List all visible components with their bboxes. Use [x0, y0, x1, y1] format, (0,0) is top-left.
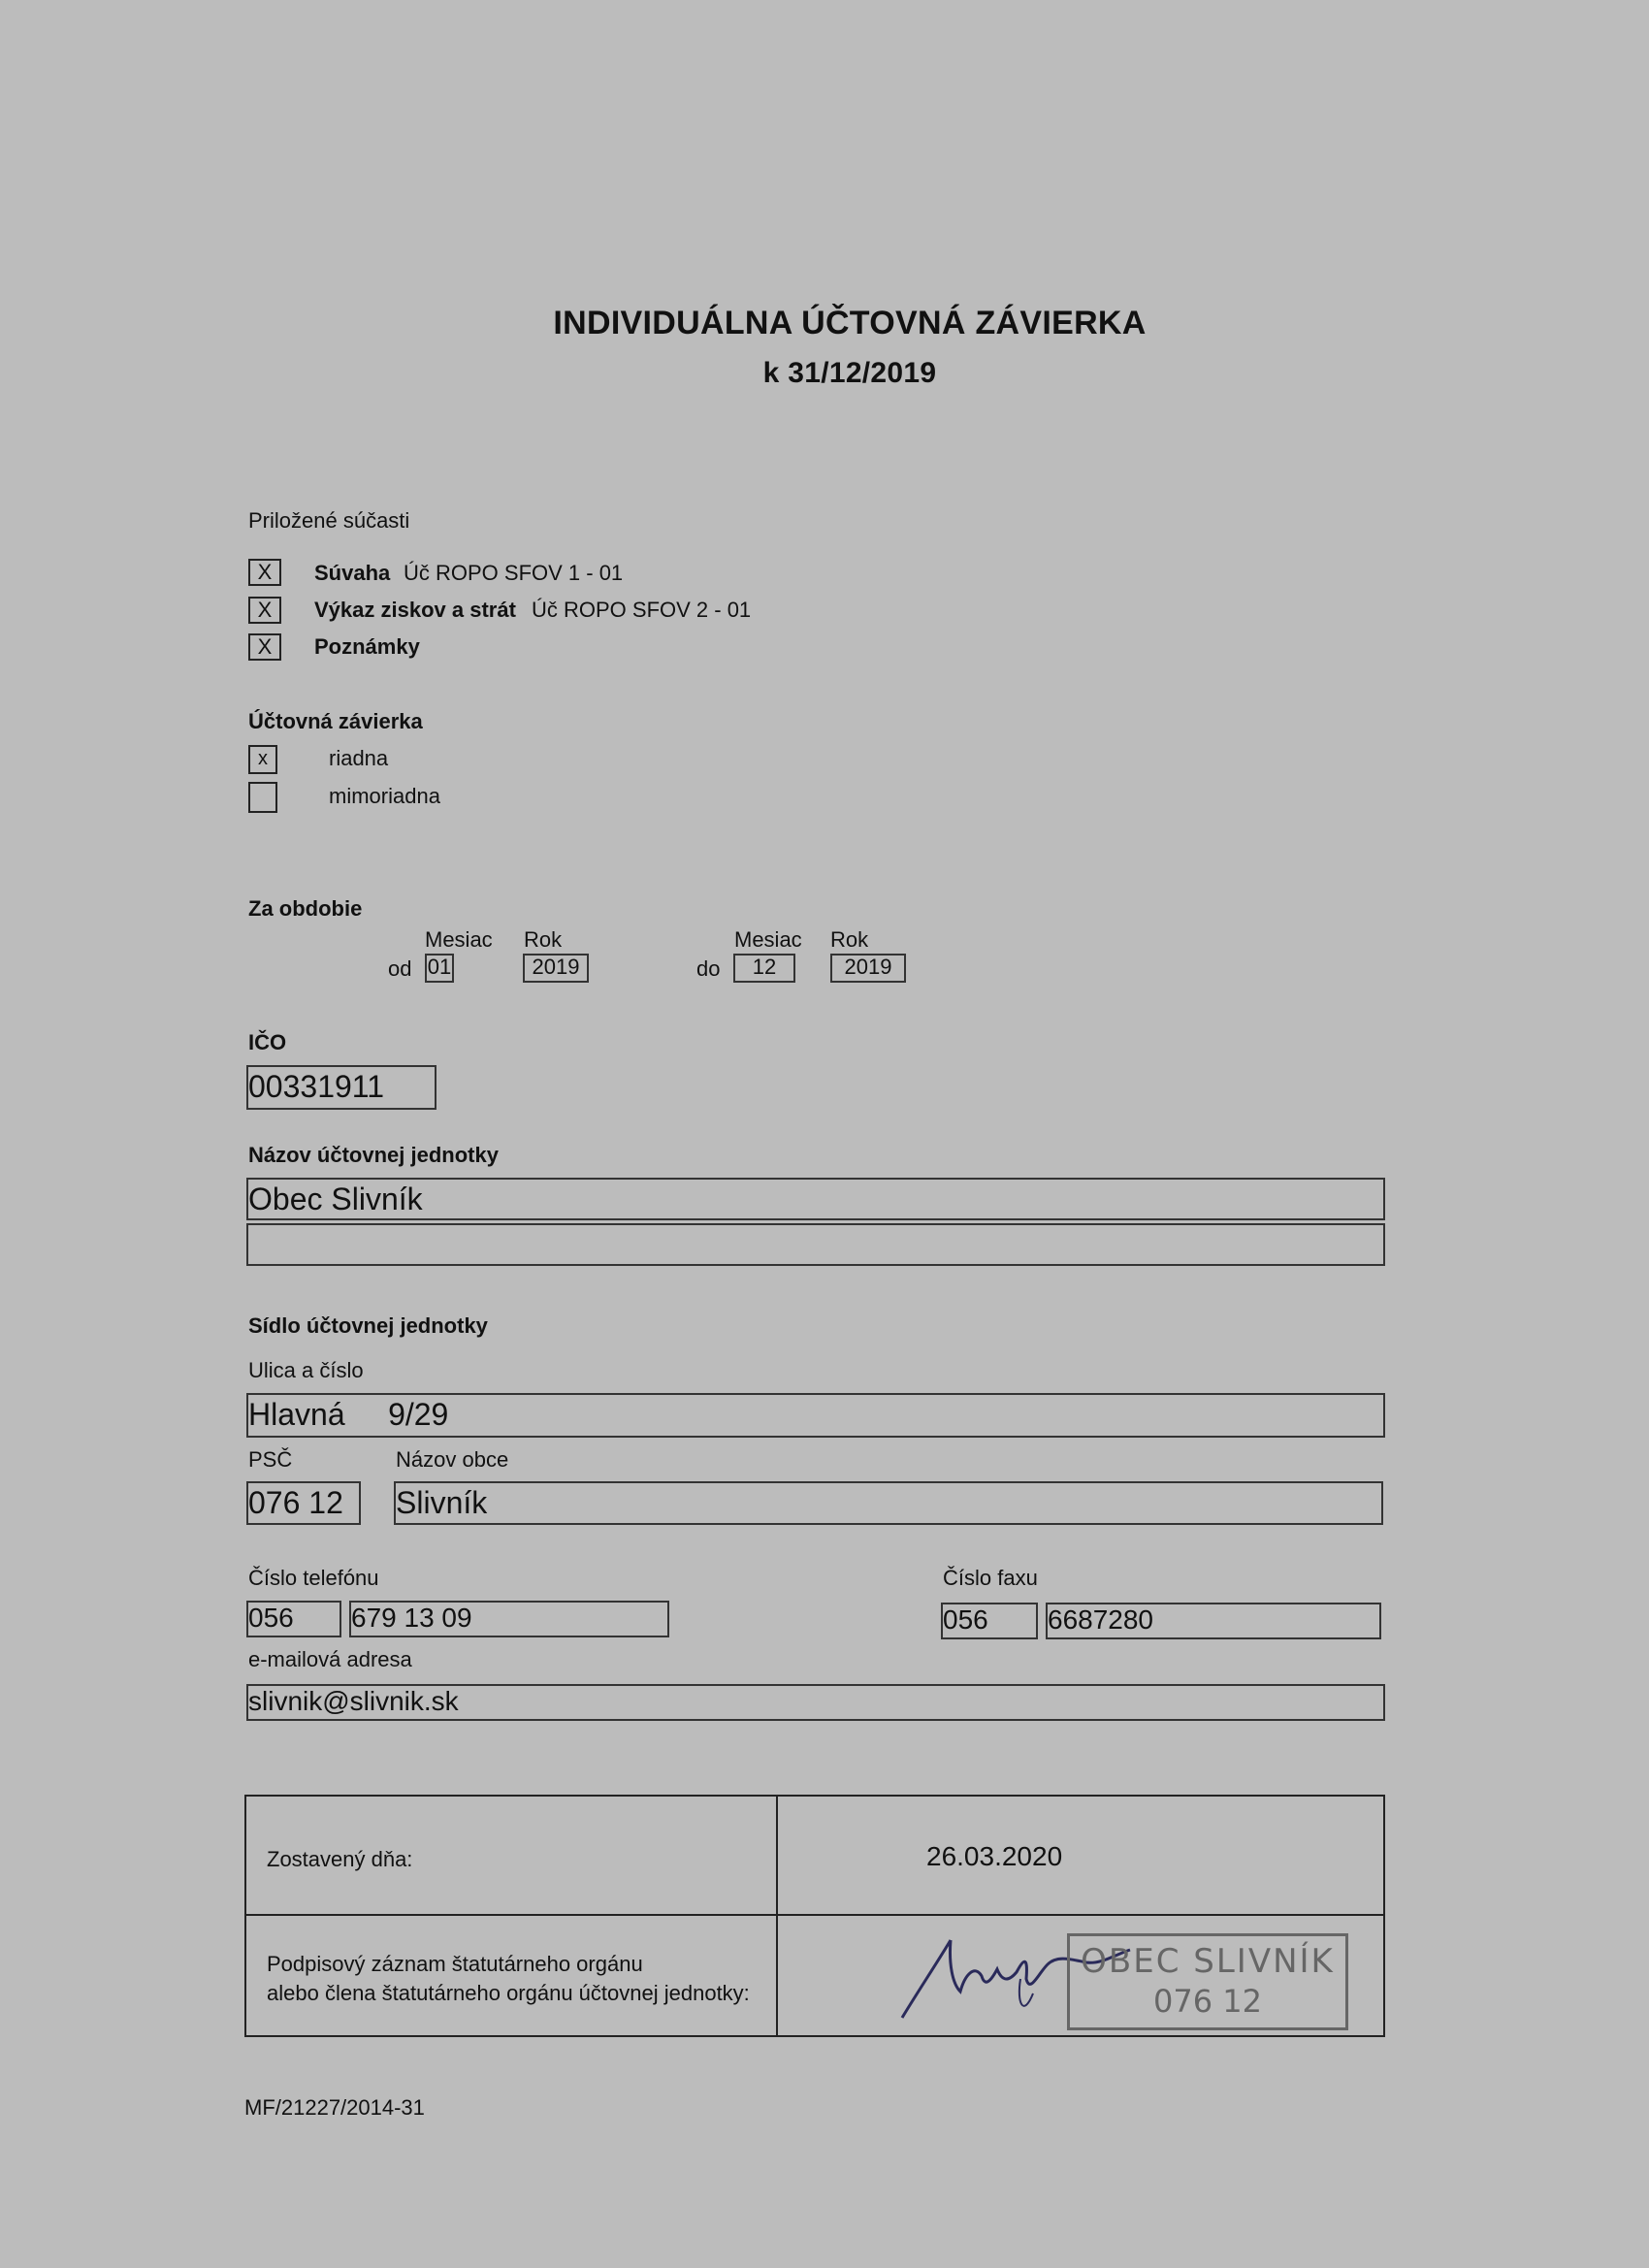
approval-table-divider — [776, 1795, 778, 2037]
street-field[interactable]: Hlavná 9/29 — [246, 1393, 1385, 1438]
period-from-year-field[interactable]: 2019 — [523, 954, 589, 983]
closing-type-checkbox-regular[interactable]: x — [248, 745, 277, 774]
period-to-year-field[interactable]: 2019 — [830, 954, 906, 983]
address-heading: Sídlo účtovnej jednotky — [248, 1313, 488, 1338]
city-field[interactable]: Slivník — [394, 1481, 1383, 1525]
official-stamp — [1067, 1933, 1348, 2030]
attachment-checkbox-vykaz[interactable]: X — [248, 597, 281, 624]
closing-type-label-regular: riadna — [329, 746, 389, 770]
phone-number-field[interactable]: 679 13 09 — [349, 1601, 669, 1637]
fax-label: Číslo faxu — [943, 1566, 1038, 1590]
period-from-label: od — [388, 956, 412, 981]
fax-prefix-field[interactable]: 056 — [941, 1603, 1038, 1639]
period-to-month-label: Mesiac — [734, 927, 802, 952]
attachment-code-suvaha: Úč ROPO SFOV 1 - 01 — [404, 561, 624, 585]
entity-name-field-line1[interactable]: Obec Slivník — [246, 1178, 1385, 1220]
entity-name-label: Názov účtovnej jednotky — [248, 1143, 499, 1167]
attachment-checkbox-suvaha[interactable]: X — [248, 559, 281, 586]
entity-name-field-line2[interactable] — [246, 1223, 1385, 1266]
closing-type-checkbox-extraordinary[interactable] — [248, 782, 277, 813]
compiled-date-value[interactable]: 26.03.2020 — [926, 1841, 1063, 1871]
stamp-line2: 076 12 — [1153, 1983, 1262, 2020]
attachments-heading: Priložené súčasti — [248, 508, 410, 533]
period-to-year-label: Rok — [830, 927, 869, 952]
stamp-line1: OBEC SLIVNÍK — [1081, 1942, 1335, 1981]
period-heading: Za obdobie — [248, 896, 363, 921]
document-title: INDIVIDUÁLNA ÚČTOVNÁ ZÁVIERKA — [553, 305, 1147, 341]
signature-label-line2: alebo člena štatutárneho orgánu účtovnej jednotky: — [267, 1981, 750, 2005]
period-from-year-label: Rok — [524, 927, 563, 952]
period-to-label: do — [696, 956, 721, 981]
period-to-month-field[interactable]: 12 — [733, 954, 795, 983]
phone-prefix-field[interactable]: 056 — [246, 1601, 341, 1637]
signature-label-line1: Podpisový záznam štatutárneho orgánu — [267, 1952, 643, 1976]
attachment-name-vykaz: Výkaz ziskov a strát — [314, 598, 516, 622]
ico-field[interactable]: 00331911 — [246, 1065, 436, 1110]
form-code: MF/21227/2014-31 — [244, 2095, 425, 2120]
closing-type-heading: Účtovná závierka — [248, 709, 423, 733]
compiled-date-label: Zostavený dňa: — [267, 1847, 413, 1871]
email-label: e-mailová adresa — [248, 1647, 412, 1671]
email-field[interactable]: slivnik@slivnik.sk — [246, 1684, 1385, 1721]
period-from-month-field[interactable]: 01 — [425, 954, 454, 983]
street-label: Ulica a číslo — [248, 1358, 364, 1382]
fax-number-field[interactable]: 6687280 — [1046, 1603, 1381, 1639]
closing-type-label-extraordinary: mimoriadna — [329, 784, 440, 808]
attachment-name-suvaha: Súvaha — [314, 561, 391, 585]
approval-table-row-divider — [244, 1914, 1385, 1916]
psc-field[interactable]: 076 12 — [246, 1481, 361, 1525]
city-label: Názov obce — [396, 1447, 509, 1472]
psc-label: PSČ — [248, 1447, 293, 1472]
attachment-checkbox-poznamky[interactable]: X — [248, 633, 281, 661]
ico-label: IČO — [248, 1030, 287, 1054]
attachment-code-vykaz: Úč ROPO SFOV 2 - 01 — [532, 598, 752, 622]
attachment-name-poznamky: Poznámky — [314, 634, 420, 659]
period-from-month-label: Mesiac — [425, 927, 493, 952]
document-date: k 31/12/2019 — [762, 357, 937, 389]
phone-label: Číslo telefónu — [248, 1566, 379, 1590]
